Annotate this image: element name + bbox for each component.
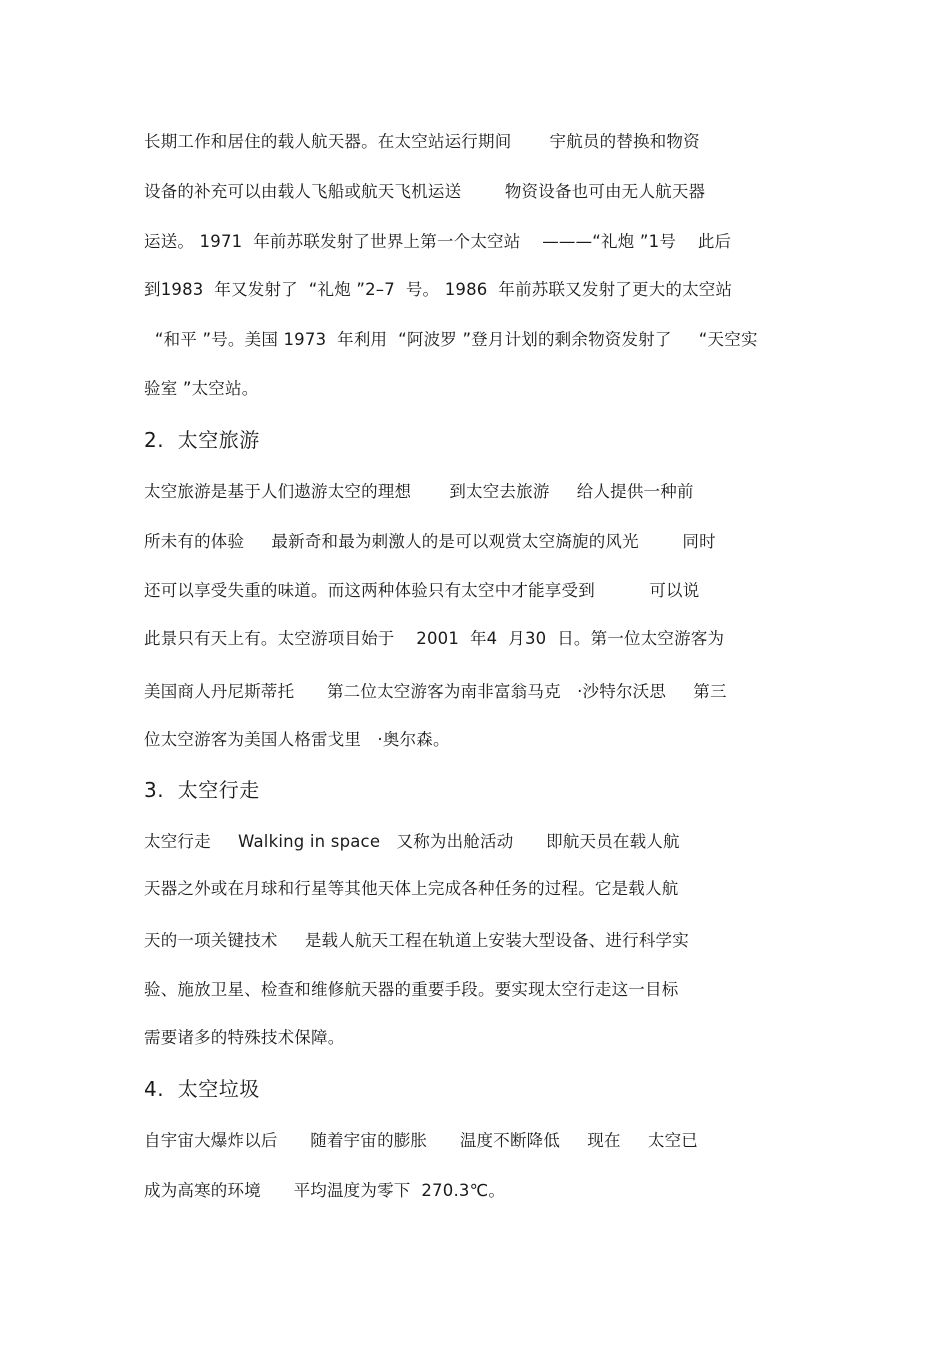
paragraph-line: 验、施放卫星、检查和维修航天器的重要手段。要实现太空行走这一目标 [144,980,679,999]
section-heading-space-debris: 4. 太空垃圾 [144,1077,260,1101]
paragraph-line: 成为高寒的环境 平均温度为零下 270.3℃。 [144,1181,506,1200]
paragraph-line: 设备的补充可以由载人飞船或航天飞机运送 物资设备也可由无人航天器 [144,182,706,201]
paragraph-line: 天的一项关键技术 是载人航天工程在轨道上安装大型设备、进行科学实 [144,931,689,950]
paragraph-line: 位太空游客为美国人格雷戈里 ·奥尔森。 [144,730,450,749]
paragraph-line: 长期工作和居住的载人航天器。在太空站运行期间 宇航员的替换和物资 [144,132,700,151]
paragraph-line: “和平 ”号。美国 1973 年利用 “阿波罗 ”登月计划的剩余物资发射了 “天空实 [144,330,758,349]
paragraph-line: 还可以享受失重的味道。而这两种体验只有太空中才能享受到 可以说 [144,581,700,600]
section-heading-space-tourism: 2. 太空旅游 [144,428,260,452]
paragraph-line: 运送。 1971 年前苏联发射了世界上第一个太空站 ———“礼炮 ”1号 此后 [144,232,732,251]
paragraph-line: 验室 ”太空站。 [144,379,259,398]
paragraph-line: 此景只有天上有。太空游项目始于 2001 年4 月30 日。第一位太空游客为 [144,629,725,648]
paragraph-line: 美国商人丹尼斯蒂托 第二位太空游客为南非富翁马克 ·沙特尔沃思 第三 [144,682,727,701]
section-heading-space-walk: 3. 太空行走 [144,778,260,802]
paragraph-line: 太空行走 Walking in space 又称为出舱活动 即航天员在载人航 [144,832,680,851]
paragraph-line: 自宇宙大爆炸以后 随着宇宙的膨胀 温度不断降低 现在 太空已 [144,1131,698,1150]
paragraph-line: 天器之外或在月球和行星等其他天体上完成各种任务的过程。它是载人航 [144,879,679,898]
paragraph-line: 所未有的体验 最新奇和最为刺激人的是可以观赏太空旖旎的风光 同时 [144,532,716,551]
paragraph-line: 到1983 年又发射了 “礼炮 ”2–7 号。 1986 年前苏联又发射了更大的太空站 [144,280,733,299]
paragraph-line: 需要诸多的特殊技术保障。 [144,1028,345,1047]
paragraph-line: 太空旅游是基于人们遨游太空的理想 到太空去旅游 给人提供一种前 [144,482,694,501]
